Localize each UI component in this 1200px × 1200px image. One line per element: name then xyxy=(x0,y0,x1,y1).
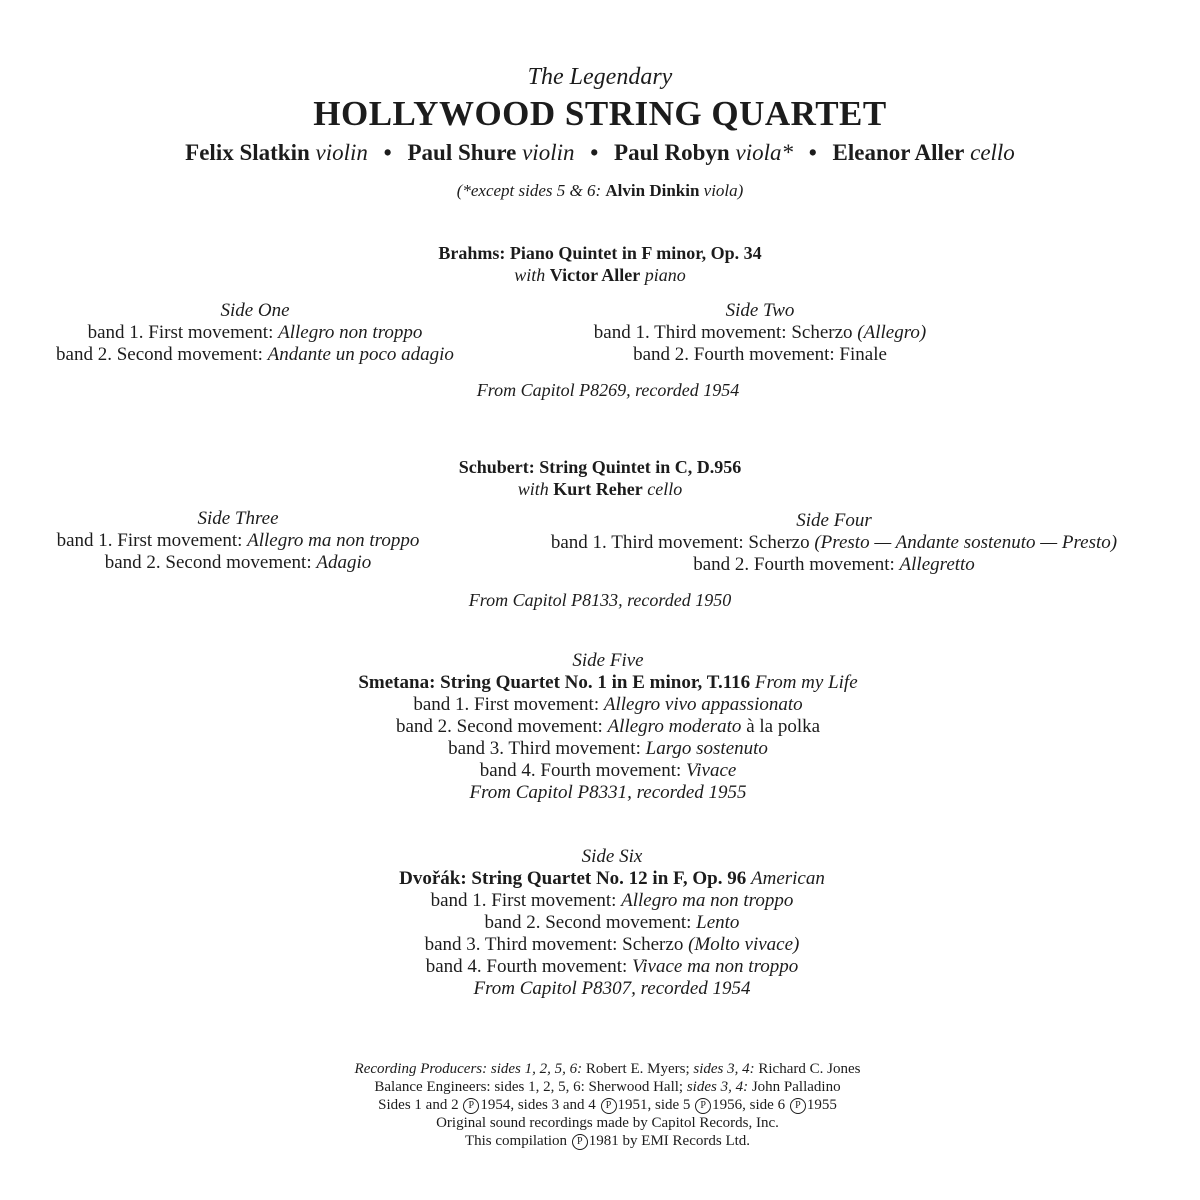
side-four xyxy=(498,510,1170,576)
guest-name: Kurt Reher xyxy=(553,479,643,499)
side-one xyxy=(40,300,470,366)
phonogram-line: Sides 1 and 2 P 1954, sides 3 and 4 P 1951, side 5 P 1956, side 6 P 1955 xyxy=(378,1097,837,1113)
phonogram-icon: P xyxy=(463,1098,479,1114)
side-label: Side One xyxy=(220,300,290,321)
phonogram-icon: P xyxy=(601,1098,617,1114)
band-line: band 2. Second movement: Adagio xyxy=(104,552,372,573)
band-line: band 1. First movement: Allegro ma non troppo xyxy=(56,530,420,551)
source-line: From Capitol P8307, recorded 1954 xyxy=(473,978,751,999)
original-line: Original sound recordings made by Capitol Records, Inc. xyxy=(436,1115,779,1131)
band-line: band 3. Third movement: Largo sostenuto xyxy=(448,738,768,759)
band-line: band 2. Second movement: Allegro moderato à la polka xyxy=(395,716,821,737)
separator: • xyxy=(590,140,599,165)
side-label: Side Four xyxy=(796,510,872,531)
note-name: Alvin Dinkin xyxy=(605,181,700,200)
source-line: From Capitol P8331, recorded 1955 xyxy=(469,782,747,803)
band-line: band 4. Fourth movement: Vivace ma non troppo xyxy=(425,956,799,977)
album-title: HOLLYWOOD STRING QUARTET xyxy=(313,94,887,133)
phonogram-icon: P xyxy=(695,1098,711,1114)
side-three xyxy=(18,508,458,574)
guest-name: Victor Aller xyxy=(549,265,641,285)
side-label: Side Five xyxy=(572,650,644,671)
band-line: band 2. Fourth movement: Finale xyxy=(633,344,887,365)
performer-instrument: violin xyxy=(522,140,575,165)
note-suffix: viola) xyxy=(699,181,744,200)
band-line: band 1. First movement: Allegro ma non troppo xyxy=(430,890,794,911)
side-label: Side Six xyxy=(581,846,643,867)
viola-note xyxy=(0,181,1200,201)
band-line: band 2. Fourth movement: Allegretto xyxy=(693,554,975,575)
band-line: band 1. First movement: Allegro non troppo xyxy=(87,322,423,343)
performer-name: Paul Robyn xyxy=(614,140,730,165)
band-line: band 1. Third movement: Scherzo (Allegro) xyxy=(593,322,927,343)
band-line: band 2. Second movement: Andante un poco adagio xyxy=(56,344,454,365)
engineers-line: Balance Engineers: sides 1, 2, 5, 6: Sherwood Hall; sides 3, 4: John Palladino xyxy=(374,1079,841,1095)
guest-instrument: piano xyxy=(644,265,686,285)
band-line: band 1. First movement: Allegro vivo appassionato xyxy=(413,694,803,715)
performer-name: Felix Slatkin xyxy=(185,140,310,165)
with-word: with xyxy=(517,479,549,499)
smetana-block xyxy=(8,650,1200,804)
performer-name: Paul Shure xyxy=(407,140,517,165)
schubert-source: From Capitol P8133, recorded 1950 xyxy=(468,590,732,610)
performers-line xyxy=(0,140,1200,166)
performer-instrument: viola* xyxy=(735,140,793,165)
performer-instrument: cello xyxy=(970,140,1015,165)
brahms-title: Brahms: Piano Quintet in F minor, Op. 34 xyxy=(438,243,762,263)
side-label: Side Two xyxy=(725,300,795,321)
band-line: band 4. Fourth movement: Vivace xyxy=(479,760,737,781)
phonogram-icon: P xyxy=(790,1098,806,1114)
performer-instrument: violin xyxy=(315,140,368,165)
brahms-source: From Capitol P8269, recorded 1954 xyxy=(476,380,740,400)
band-line: band 2. Second movement: Lento xyxy=(484,912,740,933)
separator: • xyxy=(383,140,392,165)
schubert-title: Schubert: String Quintet in C, D.956 xyxy=(458,457,742,477)
side-two xyxy=(530,300,990,366)
dvorak-block xyxy=(12,846,1200,1000)
with-word: with xyxy=(514,265,546,285)
side-label: Side Three xyxy=(197,508,279,529)
superline: The Legendary xyxy=(527,64,673,90)
performer-name: Eleanor Aller xyxy=(832,140,965,165)
band-line: band 3. Third movement: Scherzo (Molto vivace) xyxy=(424,934,800,955)
brahms-guest xyxy=(0,265,1200,286)
band-line: band 1. Third movement: Scherzo (Presto — Andante sostenuto — Presto) xyxy=(550,532,1118,553)
work-title-line: Smetana: String Quartet No. 1 in E minor, T.116 From my Life xyxy=(358,672,858,693)
producers-line: Recording Producers: sides 1, 2, 5, 6: Robert E. Myers; sides 3, 4: Richard C. Jones xyxy=(354,1061,861,1077)
guest-instrument: cello xyxy=(647,479,683,499)
schubert-guest xyxy=(0,479,1200,500)
compilation-line: This compilation P 1981 by EMI Records Ltd. xyxy=(464,1133,751,1149)
note-prefix: (*except sides 5 & 6: xyxy=(456,181,606,200)
work-title-line: Dvořák: String Quartet No. 12 in F, Op. 96 American xyxy=(399,868,825,889)
separator: • xyxy=(808,140,817,165)
credits xyxy=(0,1060,1200,1150)
phonogram-icon: P xyxy=(572,1134,588,1150)
